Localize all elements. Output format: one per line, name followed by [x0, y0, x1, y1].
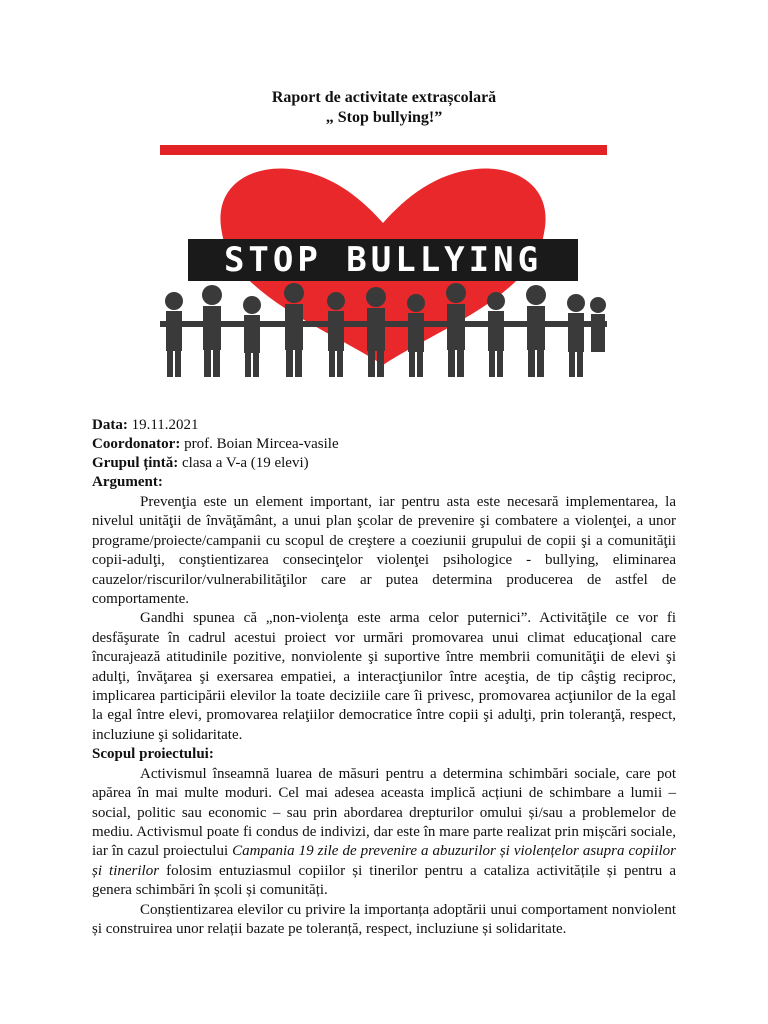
- document-title: Raport de activitate extrașcolară: [271, 89, 497, 106]
- campaign-name: Campania 19 zile de prevenire a abuzurilor și violențelor asupra copiilor și tinerilor: [92, 843, 677, 879]
- meta-argument: [92, 473, 163, 492]
- scope-heading: Scopul proiectului:: [92, 746, 214, 763]
- document-body: [92, 493, 676, 939]
- target-group-value: clasa a V-a (19 elevi): [182, 455, 309, 471]
- date-label: Data:: [92, 417, 128, 433]
- activism-text-start: Activismul înseamnă luarea de măsuri pentru a determina schimbări sociale, care pot apărea în mai multe moduri. Cel mai adesea aceasta implică acțiuni de schimbare a lumii – social, politic sau economic – sau prin abordarea drepturilor omului și/sau a problemelor de mediu. Activismul poate fi condus de indivizi, dar este în mare parte realizat prin mișcări sociale, iar în cazul proiectului: [92, 765, 676, 860]
- activism-text-end: folosim entuziasmul copiilor și tinerilor pentru a cataliza activitățile și pentru a genera schimbări în școli și comunități.: [92, 862, 676, 899]
- document-subtitle: „ Stop bullying!”: [325, 109, 443, 126]
- banner-text: STOP BULLYING: [223, 240, 543, 280]
- paragraph-activism: [92, 765, 676, 901]
- paragraph-awareness: Conștientizarea elevilor cu privire la importanța adoptării unui comportament nonviolent și construirea unor relații bazate pe toleranță, respect, incluziune și solidaritate.: [92, 901, 676, 937]
- coordinator-value: prof. Boian Mircea-vasile: [184, 436, 339, 452]
- banner-top-bar: [160, 145, 607, 155]
- coordinator-label: Coordonator:: [92, 436, 181, 452]
- date-value: 19.11.2021: [131, 417, 199, 433]
- people-holding-hands-icon: [160, 283, 607, 377]
- target-group-label: Grupul țintă:: [92, 455, 179, 471]
- stop-bullying-banner: [160, 145, 607, 377]
- meta-coordinator: [92, 435, 339, 454]
- meta-target-group: [92, 454, 309, 473]
- paragraph-gandhi: Gandhi spunea că „non-violenţa este arma celor puternici”. Activităţile ce vor fi desfăşurate în cadrul acestui proiect vor urmări promovarea unui climat educaţional care încurajează atitudinile pozitive, nonviolente şi suportive între membrii comunităţii de elevi şi adulţi, învăţarea şi exersarea empatiei, a interacţiunilor între aceştia, de tip câştig reciproc, implicarea participării elevilor la toate deciziile care îi privesc, promovarea acţiunilor de la egal la egal între elevi, promovarea relaţiilor democratice între copii şi adulţi, prin toleranţă, respect, incluziune şi solidaritate.: [92, 610, 676, 743]
- meta-date: [92, 416, 199, 435]
- stop-bullying-text-tiles: [188, 239, 578, 281]
- paragraph-prevention: Prevenţia este un element important, iar pentru asta este necesară implementarea, la nivelul unităţii de învăţământ, a unui plan şcolar de prevenire şi combatere a violenţei, a unor programe/proiecte/campanii cu scopul de creştere a coeziunii grupului de copii şi a comunităţii copii-adulţi, conştientizarea consecinţelor violenţei psihologice - bullying, eliminarea cauzelor/riscurilor/vulnerabilităţilor care ar putea determina producerea de astfel de comportamente.: [92, 494, 676, 608]
- argument-label: Argument:: [92, 474, 163, 490]
